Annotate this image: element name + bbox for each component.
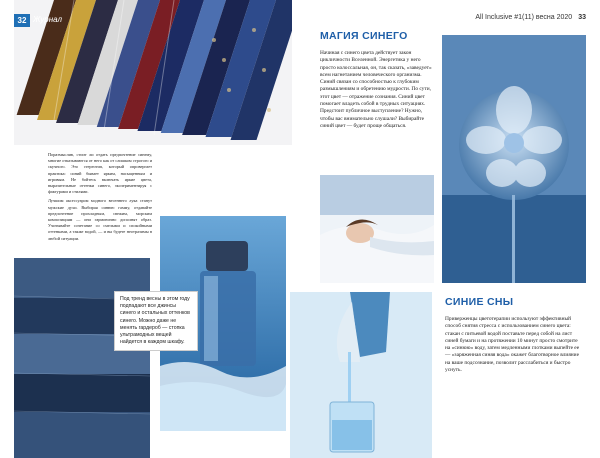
blue-flower-photo bbox=[442, 35, 586, 283]
left-section-label: Журнал bbox=[33, 15, 62, 24]
magic-blue-title: МАГИЯ СИНЕГО bbox=[320, 30, 408, 42]
left-body-text bbox=[48, 152, 152, 245]
water-glass-photo bbox=[290, 292, 432, 458]
sleeping-woman-photo bbox=[320, 175, 434, 283]
left-paragraph-2: Лучшим аксессуаром модного весеннего лука станут мужские духи. Выбирая синюю гамму, отдавайте предпочтение прохладным, свежим, морским композициям — они гармонично дополнят образ. Учитывайте сочетание со смелыми и спокойными оттенками, а также водой, — и вы будете неотразимы в любой ситуации. bbox=[48, 198, 152, 241]
left-paragraph-1: Поразмыслив, стоит ли отдать предпочтение синему, многие отказываются от него как от слишком строгого и скучного. Это стереотип, который опровергает практика: синий бывает ярким, насыщенным и игривым. Не бойтесь включать яркие цвета, выразительные оттенки синего, экспериментируя с фактурами и стилями. bbox=[48, 152, 152, 195]
jeans-caption: Под тренд весны в этом году подпадают все джинсы синего и остальных оттенков синего. Можно даже не менять гардероб — стопка ультрамодных вещей найдется в каждом шкафу. bbox=[114, 291, 198, 351]
left-page-number: 32 bbox=[14, 14, 30, 27]
blue-dreams-title: СИНИЕ СНЫ bbox=[445, 296, 514, 308]
right-page-number: 33 bbox=[578, 14, 586, 21]
magazine-title: All Inclusive #1(11) весна 2020 bbox=[475, 14, 573, 21]
blue-dreams-text: Приверженцы цветотерапии используют эффективный способ снятия стресса с использованием синего цвета: стакан с питьевой водой поставьте перед собой на лист синей бумаги и на протяжении 10 минут просто смотрите на «синюю» воду, затем медленными глотками выпейте ее — «заряженная синяя вода» окажет благотворное влияние на ваше подсознание, позволит расслабиться и быстро уснуть. bbox=[445, 316, 580, 374]
jeans-photo bbox=[14, 258, 150, 458]
magic-blue-text: Начиная с синего цвета действует закон цикличности Вселенной. Энергетика у него просто колоссальная, он, так сказать, «заведует» всем нагнетанием человеческого организма. Синий связан со способностью к глубоким размышлениям и обретению мудрости. По сути, этот цвет — отражение сознания. Синий цвет помогает владеть собой в трудных ситуациях. Предстоит публичное выступление? Нужно, чтобы вас внимательно слушали? Выбирайте синий цвет — будет проще общаться. bbox=[320, 50, 432, 129]
right-header bbox=[475, 14, 586, 21]
